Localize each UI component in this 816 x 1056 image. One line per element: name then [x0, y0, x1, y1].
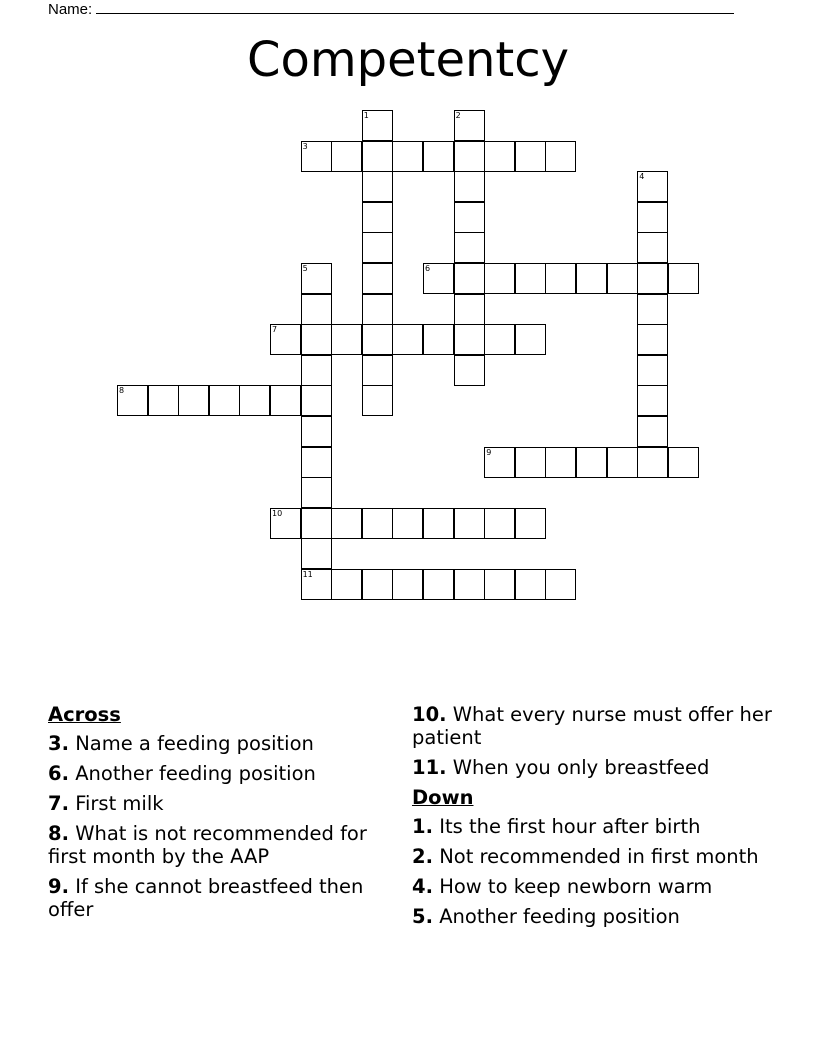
- grid-cell[interactable]: [637, 171, 668, 202]
- grid-cell[interactable]: [270, 385, 301, 416]
- cell-number: 4: [639, 172, 645, 182]
- clue-number: 4.: [412, 875, 433, 898]
- grid-cell[interactable]: [637, 294, 668, 325]
- cell-number: 9: [486, 447, 492, 457]
- clue-text: When you only breastfeed: [452, 756, 710, 779]
- grid-cell[interactable]: [515, 141, 546, 172]
- grid-cell[interactable]: [362, 202, 393, 233]
- grid-cell[interactable]: [209, 385, 240, 416]
- grid-cell[interactable]: [637, 202, 668, 233]
- clue-number: 7.: [48, 792, 69, 815]
- clue-across-10: [412, 703, 772, 749]
- grid-cell[interactable]: [637, 416, 668, 447]
- grid-cell[interactable]: [576, 447, 607, 478]
- grid-cell[interactable]: [148, 385, 179, 416]
- grid-cell[interactable]: [545, 141, 576, 172]
- grid-cell[interactable]: [362, 171, 393, 202]
- clues-column-right: [412, 703, 772, 935]
- clue-across-8: [48, 822, 378, 868]
- grid-cell[interactable]: [301, 324, 332, 355]
- grid-cell[interactable]: [423, 508, 454, 539]
- grid-cell[interactable]: [454, 569, 485, 600]
- grid-cell[interactable]: [362, 569, 393, 600]
- grid-cell[interactable]: [484, 141, 515, 172]
- grid-cell[interactable]: [392, 569, 423, 600]
- grid-cell[interactable]: [637, 324, 668, 355]
- grid-cell[interactable]: [178, 385, 209, 416]
- clue-across-9: [48, 875, 378, 921]
- grid-cell[interactable]: [637, 385, 668, 416]
- grid-cell[interactable]: [117, 385, 148, 416]
- grid-cell[interactable]: [515, 324, 546, 355]
- clue-text: Another feeding position: [439, 905, 680, 928]
- clue-text: If she cannot breastfeed then offer: [48, 875, 364, 921]
- cell-number: 7: [272, 325, 278, 335]
- grid-cell[interactable]: [607, 447, 638, 478]
- grid-cell[interactable]: [515, 508, 546, 539]
- grid-cell[interactable]: [301, 294, 332, 325]
- cell-number: 1: [363, 111, 369, 120]
- grid-cell[interactable]: [545, 569, 576, 600]
- grid-cell[interactable]: [301, 477, 332, 508]
- clue-text: Name a feeding position: [75, 732, 314, 755]
- cell-number: 2: [455, 111, 461, 120]
- clue-text: Not recommended in first month: [439, 845, 759, 868]
- clue-number: 11.: [412, 756, 447, 779]
- grid-cell[interactable]: [637, 447, 668, 478]
- grid-cell[interactable]: [331, 569, 362, 600]
- grid-cell[interactable]: [484, 508, 515, 539]
- cell-number: 10: [272, 508, 283, 518]
- grid-cell[interactable]: [484, 447, 515, 478]
- grid-cell[interactable]: [637, 263, 668, 294]
- clue-down-5: [412, 905, 772, 928]
- grid-cell[interactable]: [668, 447, 699, 478]
- grid-cell[interactable]: [454, 202, 485, 233]
- clue-down-4: [412, 875, 772, 898]
- clue-number: 1.: [412, 815, 433, 838]
- grid-cell[interactable]: [454, 508, 485, 539]
- clue-down-1: [412, 815, 772, 838]
- grid-cell[interactable]: [576, 263, 607, 294]
- grid-cell[interactable]: [270, 324, 301, 355]
- grid-cell[interactable]: [331, 141, 362, 172]
- grid-cell[interactable]: [301, 385, 332, 416]
- puzzle-title: Competentcy: [246, 32, 570, 88]
- grid-cell[interactable]: [637, 232, 668, 263]
- grid-cell[interactable]: [301, 416, 332, 447]
- grid-cell[interactable]: [301, 538, 332, 569]
- grid-cell[interactable]: [423, 324, 454, 355]
- grid-cell[interactable]: [301, 263, 332, 294]
- grid-cell[interactable]: [392, 141, 423, 172]
- grid-cell[interactable]: [392, 508, 423, 539]
- grid-cell[interactable]: [362, 232, 393, 263]
- clue-number: 9.: [48, 875, 69, 898]
- cell-number: 3: [302, 141, 308, 151]
- across-heading: Across: [48, 703, 121, 726]
- grid-cell[interactable]: [515, 263, 546, 294]
- clues-column-left: [48, 703, 378, 928]
- grid-cell[interactable]: [331, 508, 362, 539]
- grid-cell[interactable]: [362, 324, 393, 355]
- grid-cell[interactable]: [545, 263, 576, 294]
- grid-cell[interactable]: [362, 508, 393, 539]
- grid-cell[interactable]: [362, 141, 393, 172]
- grid-cell[interactable]: [423, 569, 454, 600]
- clue-text: What every nurse must offer her patient: [412, 703, 772, 749]
- grid-cell[interactable]: [454, 141, 485, 172]
- clue-text: First milk: [75, 792, 164, 815]
- grid-cell[interactable]: [362, 385, 393, 416]
- grid-cell[interactable]: [668, 263, 699, 294]
- down-heading: Down: [412, 786, 474, 809]
- name-label: Name:: [48, 1, 93, 18]
- grid-cell[interactable]: [362, 110, 393, 141]
- cell-number: 11: [302, 570, 313, 579]
- clue-across-6: [48, 762, 378, 785]
- grid-cell[interactable]: [423, 263, 454, 294]
- grid-cell[interactable]: [484, 263, 515, 294]
- clue-text: Another feeding position: [75, 762, 316, 785]
- grid-cell[interactable]: [484, 324, 515, 355]
- grid-cell[interactable]: [270, 508, 301, 539]
- clue-text: How to keep newborn warm: [439, 875, 713, 898]
- clue-text: What is not recommended for first month by the AAP: [48, 822, 367, 868]
- clue-down-2: [412, 845, 772, 868]
- clue-across-7: [48, 792, 378, 815]
- clue-number: 10.: [412, 703, 447, 726]
- grid-cell[interactable]: [362, 355, 393, 386]
- grid-cell[interactable]: [362, 263, 393, 294]
- grid-cell[interactable]: [454, 232, 485, 263]
- clue-number: 6.: [48, 762, 69, 785]
- clue-number: 2.: [412, 845, 433, 868]
- grid-cell[interactable]: [607, 263, 638, 294]
- grid-cell[interactable]: [515, 569, 546, 600]
- cell-number: 5: [302, 264, 308, 273]
- grid-cell[interactable]: [637, 355, 668, 386]
- grid-cell[interactable]: [301, 355, 332, 386]
- grid-cell[interactable]: [454, 110, 485, 141]
- grid-cell[interactable]: [301, 141, 332, 172]
- grid-cell[interactable]: [423, 141, 454, 172]
- grid-cell[interactable]: [515, 447, 546, 478]
- grid-cell[interactable]: [301, 508, 332, 539]
- grid-cell[interactable]: [454, 355, 485, 386]
- grid-cell[interactable]: [301, 569, 332, 600]
- cell-number: 8: [119, 386, 125, 396]
- grid-cell[interactable]: [331, 324, 362, 355]
- clue-text: Its the first hour after birth: [439, 815, 701, 838]
- grid-cell[interactable]: [301, 447, 332, 478]
- cell-number: 6: [425, 264, 431, 273]
- grid-cell[interactable]: [454, 263, 485, 294]
- grid-cell[interactable]: [484, 569, 515, 600]
- clue-across-11: [412, 756, 772, 779]
- clue-number: 8.: [48, 822, 69, 845]
- grid-cell[interactable]: [545, 447, 576, 478]
- grid-cell[interactable]: [362, 294, 393, 325]
- grid-cell[interactable]: [392, 324, 423, 355]
- clue-number: 3.: [48, 732, 69, 755]
- clue-across-3: [48, 732, 378, 755]
- clue-number: 5.: [412, 905, 433, 928]
- grid-cell[interactable]: [454, 294, 485, 325]
- grid-cell[interactable]: [239, 385, 270, 416]
- grid-cell[interactable]: [454, 324, 485, 355]
- grid-cell[interactable]: [454, 171, 485, 202]
